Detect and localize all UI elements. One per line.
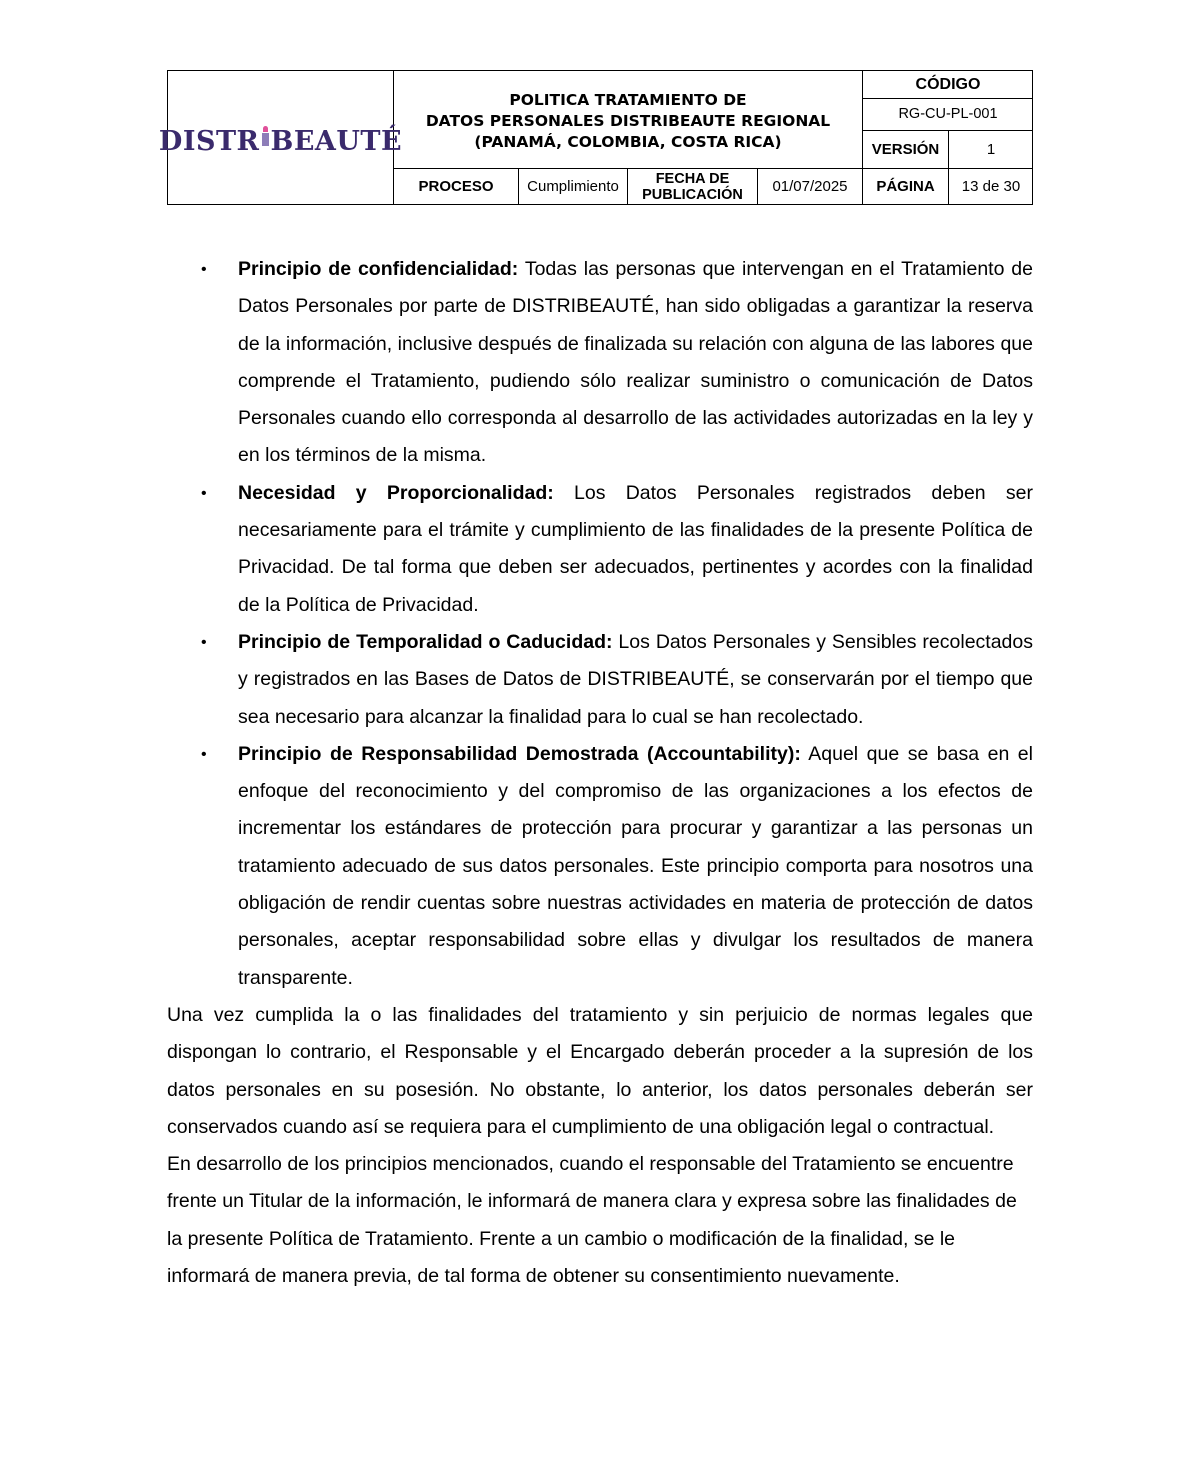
- codigo-value: RG-CU-PL-001: [898, 106, 998, 122]
- title-line-1: POLITICA TRATAMIENTO DE: [509, 91, 747, 109]
- principles-list: [167, 251, 1033, 997]
- bullet-icon: •: [201, 261, 207, 278]
- document-body: [167, 251, 1033, 1295]
- paragraph-information: En desarrollo de los principios mencionados, cuando el responsable del Tratamiento se encuentre frente un Titular de la información, le informará de manera clara y expresa sobre las finalidades de la presente Política de Tratamiento. Frente a un cambio o modificación de la finalidad, se le informará de manera previa, de tal forma de obtener su consentimiento nuevamente.: [167, 1153, 1017, 1288]
- principle-text: Aquel que se basa en el enfoque del reconocimiento y del compromiso de las organizaciones a los efectos de incrementar los estándares de protección para procurar y garantizar a las personas un tratamiento adecuado de sus datos personales. Este principio comporta para nosotros una obligación de rendir cuentas sobre nuestras actividades en materia de protección de datos personales, aceptar responsabilidad sobre ellas y divulgar los resultados de manera transparente.: [238, 742, 1033, 989]
- fecha-label-line-2: PUBLICACIÓN: [642, 186, 743, 203]
- fecha-label-line-1: FECHA DE: [655, 170, 730, 187]
- principle-item: [167, 736, 1033, 997]
- proceso-value: Cumplimiento: [527, 178, 619, 195]
- principle-text: Los Datos Personales registrados deben ser necesariamente para el trámite y cumplimiento de las finalidades de la presente Política de Privacidad. De tal forma que deben ser adecuados, pertinentes y acordes con la finalidad de la Política de Privacidad.: [238, 481, 1033, 616]
- principle-item: [167, 251, 1033, 475]
- principle-text: Todas las personas que intervengan en el Tratamiento de Datos Personales por parte de DISTRIBEAUTÉ, han sido obligadas a garantizar la reserva de la información, inclusive después de finalizada su relación con alguna de las labores que comprende el Tratamiento, pudiendo sólo realizar suministro o comunicación de Datos Personales cuando ello corresponda al desarrollo de las actividades autorizadas en la ley y en los términos de la misma.: [238, 258, 1033, 467]
- lipstick-icon: [262, 126, 269, 146]
- title-line-2: DATOS PERSONALES DISTRIBEAUTE REGIONAL: [425, 112, 831, 130]
- principle-item: [167, 624, 1033, 736]
- bullet-icon: •: [201, 484, 207, 502]
- document-title: [394, 75, 862, 168]
- title-line-3: (PANAMÁ, COLOMBIA, COSTA RICA): [474, 133, 782, 151]
- principle-title: Principio de confidencialidad:: [238, 258, 519, 280]
- distribeaute-logo: [158, 125, 403, 157]
- paragraph-suppression: Una vez cumplida la o las finalidades del tratamiento y sin perjuicio de normas legales que dispongan lo contrario, el Responsable y el Encargado deberán proceder a la supresión de los datos personales en su posesión. No obstante, lo anterior, los datos personales deberán ser conservados cuando así se requiera para el cumplimiento de una obligación legal o contractual.: [167, 1003, 1033, 1138]
- logo-text-right: BEAUTÉ: [270, 125, 403, 157]
- fecha-publicacion-label: [628, 169, 757, 204]
- pagina-label: PÁGINA: [876, 178, 935, 195]
- principle-item: [167, 475, 1033, 624]
- logo-cell: [158, 71, 403, 204]
- principle-title: Necesidad y Proporcionalidad:: [238, 481, 554, 504]
- logo-text-left: DISTR: [158, 125, 260, 157]
- codigo-label: CÓDIGO: [915, 76, 981, 93]
- principle-text: Los Datos Personales y Sensibles recolectados y registrados en las Bases de Datos de DISTRIBEAUTÉ, se conservarán por el tiempo que sea necesario para alcanzar la finalidad para lo cual se han recolectado.: [238, 630, 1033, 728]
- bullet-icon: •: [201, 633, 207, 651]
- fecha-publicacion-value: 01/07/2025: [772, 178, 848, 195]
- principle-title: Principio de Temporalidad o Caducidad:: [238, 630, 613, 653]
- pagina-value: 13 de 30: [961, 178, 1021, 195]
- version-label: VERSIÓN: [871, 141, 940, 158]
- proceso-label: PROCESO: [418, 178, 494, 195]
- document-header-table: [158, 70, 1033, 205]
- bullet-icon: •: [201, 745, 207, 763]
- principle-title: Principio de Responsabilidad Demostrada (Accountability):: [238, 742, 801, 765]
- version-value: 1: [986, 141, 996, 158]
